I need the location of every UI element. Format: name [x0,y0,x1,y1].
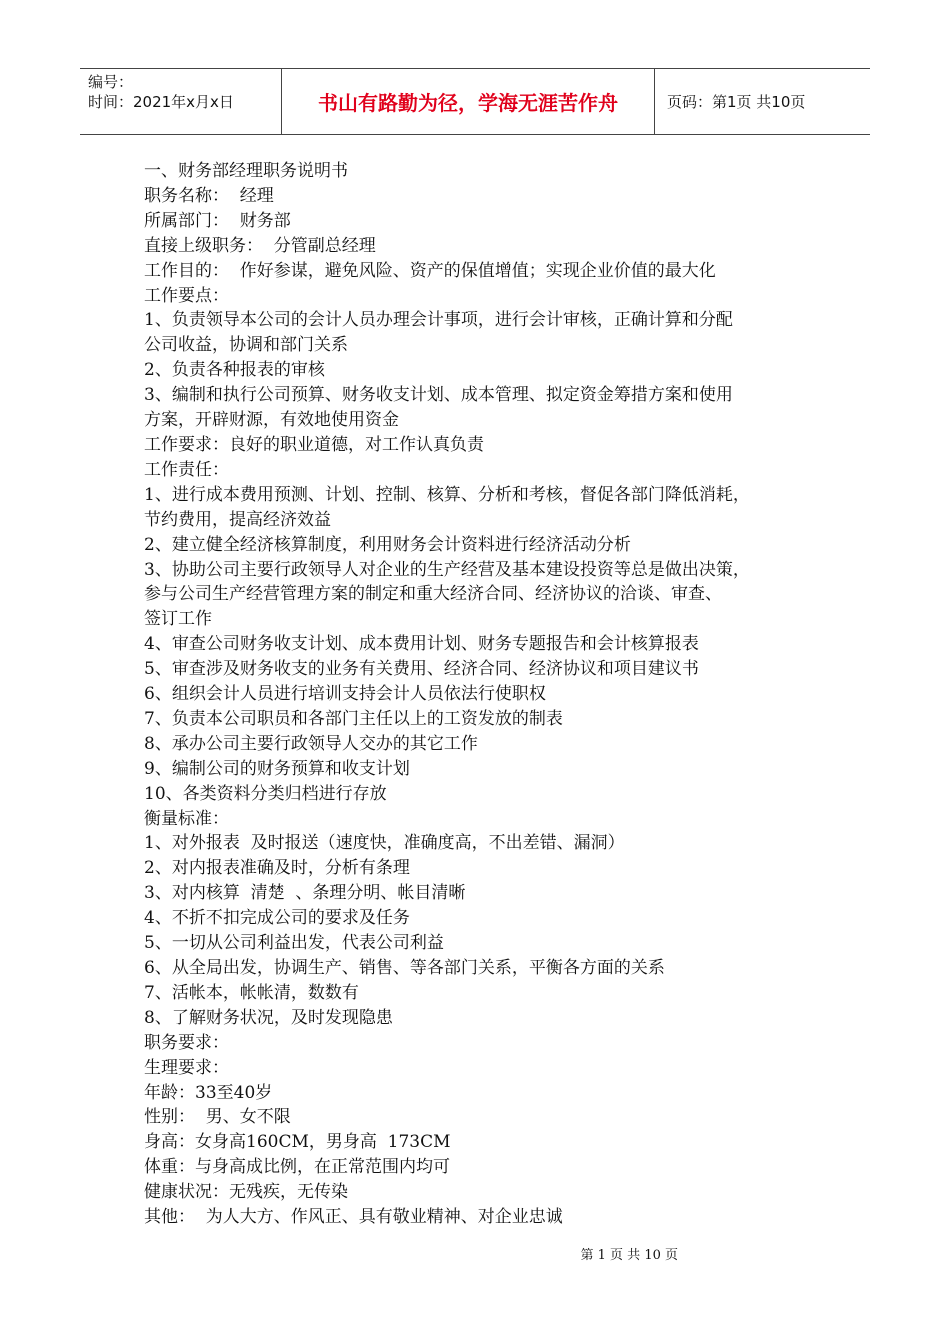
body-line: 所属部门： 财务部 [144,210,291,231]
body-line: 8、了解财务状况，及时发现隐患 [144,1007,393,1028]
body-line: 2、负责各种报表的审核 [144,360,325,381]
body-line: 签订工作 [144,609,212,630]
body-line: 4、审查公司财务收支计划、成本费用计划、财务专题报告和会计核算报表 [144,634,699,655]
body-line: 职务名称： 经理 [144,185,274,206]
body-line: 7、活帐本，帐帐清，数数有 [144,982,359,1003]
body-line: 生理要求： [144,1057,229,1078]
body-line: 3、对内核算 清楚 、条理分明、帐目清晰 [144,883,466,904]
body-line: 性别： 男、女不限 [144,1107,291,1128]
body-line: 3、协助公司主要行政领导人对企业的生产经营及基本建设投资等总是做出决策， [144,559,750,580]
body-line: 工作要求：良好的职业道德，对工作认真负责 [144,434,484,455]
header-motto: 书山有路勤为径，学海无涯苦作舟 [282,69,655,134]
body-line: 节约费用，提高经济效益 [144,509,331,530]
body-line: 3、编制和执行公司预算、财务收支计划、成本管理、拟定资金筹措方案和使用 [144,385,733,406]
body-line: 体重：与身高成比例，在正常范围内均可 [144,1157,450,1178]
body-line: 1、对外报表 及时报送（速度快，准确度高，不出差错、漏洞） [144,833,625,854]
body-line: 2、对内报表准确及时，分析有条理 [144,858,410,879]
body-line: 2、建立健全经济核算制度，利用财务会计资料进行经济活动分析 [144,534,631,555]
body-line: 衡量标准： [144,808,229,829]
body-line: 方案，开辟财源，有效地使用资金 [144,410,399,431]
body-line: 6、组织会计人员进行培训支持会计人员依法行使职权 [144,684,546,705]
body-line: 1、进行成本费用预测、计划、控制、核算、分析和考核，督促各部门降低消耗， [144,484,750,505]
body-line: 年龄：33至40岁 [144,1082,273,1103]
body-line: 8、承办公司主要行政领导人交办的其它工作 [144,733,478,754]
body-line: 一、财务部经理职务说明书 [144,161,348,181]
body-line: 公司收益，协调和部门关系 [144,335,348,356]
body-line: 5、一切从公司利益出发，代表公司利益 [144,933,444,954]
body-line: 7、负责本公司职员和各部门主任以上的工资发放的制表 [144,708,563,729]
body-line: 工作要点： [144,285,229,306]
body-line: 健康状况：无残疾，无传染 [144,1182,348,1203]
body-line: 职务要求： [144,1032,229,1053]
body-line: 参与公司生产经营管理方案的制定和重大经济合同、经济协议的洽谈、审查、 [144,584,722,605]
body-line: 直接上级职务： 分管副总经理 [144,235,376,256]
body-line: 身高：女身高160CM，男身高 173CM [144,1132,451,1153]
header-meta [80,69,282,134]
body-line: 10、各类资料分类归档进行存放 [144,783,387,804]
body-line: 5、审查涉及财务收支的业务有关费用、经济合同、经济协议和项目建议书 [144,659,699,680]
page-footer: 第 1 页 共 10 页 [580,1248,678,1263]
body-line: 9、编制公司的财务预算和收支计划 [144,758,410,779]
header-page-info: 页码：第1页 共10页 [667,93,806,111]
serial-label: 编号： [88,73,134,91]
page-header [80,68,870,135]
body-line: 4、不折不扣完成公司的要求及任务 [144,908,410,929]
body-line: 工作目的： 作好参谋，避免风险、资产的保值增值；实现企业价值的最大化 [144,260,716,281]
body-line: 6、从全局出发，协调生产、销售、等各部门关系，平衡各方面的关系 [144,958,665,978]
body-line: 其他： 为人大方、作风正、具有敬业精神、对企业忠诚 [144,1207,563,1228]
body-line: 工作责任： [144,459,229,480]
time-label: 时间：2021年x月x日 [88,93,234,111]
document-body [144,159,834,1230]
body-line: 1、负责领导本公司的会计人员办理会计事项，进行会计审核，正确计算和分配 [144,310,733,331]
